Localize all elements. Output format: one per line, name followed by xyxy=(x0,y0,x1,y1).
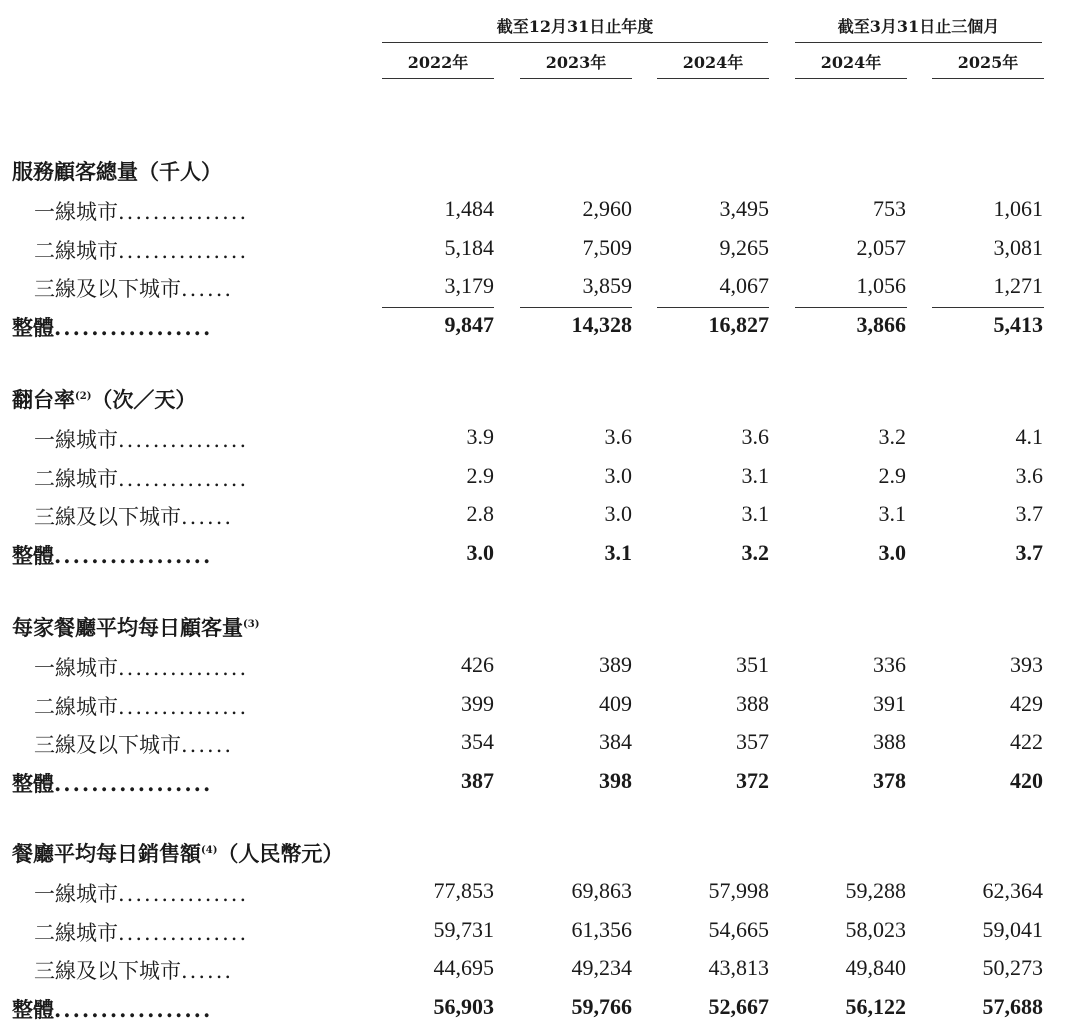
value-cell: 384 xyxy=(599,729,632,754)
value-cell: 3.1 xyxy=(741,462,769,488)
row-label xyxy=(34,273,233,303)
subtotal-rule xyxy=(932,307,1044,308)
total-value-cell: 52,667 xyxy=(708,993,769,1019)
value-cell: 3.7 xyxy=(1015,501,1043,526)
value-cell: 3,081 xyxy=(993,234,1043,260)
value-cell: 354 xyxy=(461,729,494,754)
footnote-marker: (4) xyxy=(201,845,218,856)
value-cell: 3.6 xyxy=(604,424,632,449)
subtotal-rule xyxy=(382,307,494,308)
total-value-cell: 59,766 xyxy=(571,993,632,1019)
leader-dots: ................. xyxy=(54,770,213,796)
section-title xyxy=(12,156,222,186)
row-label xyxy=(34,691,248,721)
value-cell: 57,998 xyxy=(708,878,769,903)
year-header-2024: 2024年 xyxy=(682,53,744,72)
value-cell: 59,288 xyxy=(845,878,906,903)
value-cell: 62,364 xyxy=(982,878,1043,903)
section-unit: （次／天） xyxy=(91,387,197,412)
total-value-cell: 14,328 xyxy=(571,311,632,337)
value-cell: 4.1 xyxy=(1015,424,1043,449)
total-value-cell: 5,413 xyxy=(993,311,1043,337)
subtotal-rule xyxy=(657,307,769,308)
leader-dots: ...... xyxy=(181,277,234,301)
value-cell: 3.9 xyxy=(466,424,494,449)
row-label xyxy=(34,501,233,531)
leader-dots: ............... xyxy=(118,694,249,719)
value-cell: 3,495 xyxy=(719,196,769,221)
row-label-text: 三線及以下城市 xyxy=(34,733,181,757)
row-label xyxy=(34,235,248,265)
total-value-cell: 372 xyxy=(736,767,769,793)
total-row-label xyxy=(12,994,212,1024)
value-cell: 59,041 xyxy=(982,916,1043,942)
value-cell: 422 xyxy=(1010,729,1043,754)
year-rule-2022 xyxy=(382,78,494,79)
row-label-text: 整體 xyxy=(12,542,54,568)
value-cell: 9,265 xyxy=(719,234,769,260)
year-rule-2024-q1 xyxy=(795,78,907,79)
section-title-text: 餐廳平均每日銷售額 xyxy=(12,841,201,866)
row-label xyxy=(34,463,248,493)
row-label-text: 三線及以下城市 xyxy=(34,959,181,983)
total-value-cell: 3.0 xyxy=(466,539,494,565)
row-label-text: 一線城市 xyxy=(34,882,118,906)
row-label xyxy=(34,424,248,454)
value-cell: 1,061 xyxy=(993,196,1043,221)
value-cell: 43,813 xyxy=(708,955,769,980)
section-unit: （千人） xyxy=(138,159,222,184)
value-cell: 351 xyxy=(736,652,769,677)
row-label xyxy=(34,955,233,985)
value-cell: 2,057 xyxy=(856,234,906,260)
leader-dots: ............... xyxy=(118,920,249,945)
section-title-text: 每家餐廳平均每日顧客量 xyxy=(12,615,243,640)
leader-dots: ................. xyxy=(54,314,213,340)
total-value-cell: 3.2 xyxy=(741,539,769,565)
subtotal-rule xyxy=(795,307,907,308)
row-label-text: 二線城市 xyxy=(34,466,118,491)
section-title xyxy=(12,838,343,868)
year-header-2024-q1: 2024年 xyxy=(820,53,882,72)
quarter-period-rule xyxy=(795,42,1042,43)
value-cell: 49,840 xyxy=(845,955,906,980)
total-value-cell: 420 xyxy=(1010,767,1043,793)
value-cell: 1,484 xyxy=(444,196,494,221)
row-label-text: 一線城市 xyxy=(34,428,118,452)
section-title-text: 翻台率 xyxy=(12,387,75,412)
row-label xyxy=(34,878,248,908)
row-label-text: 整體 xyxy=(12,996,54,1022)
row-label xyxy=(34,729,233,759)
annual-period-rule xyxy=(382,42,768,43)
total-value-cell: 57,688 xyxy=(982,993,1043,1019)
section-title xyxy=(12,384,196,414)
value-cell: 426 xyxy=(461,652,494,677)
row-label xyxy=(34,917,248,947)
value-cell: 753 xyxy=(873,196,906,221)
value-cell: 61,356 xyxy=(571,916,632,942)
year-rule-2025-q1 xyxy=(932,78,1044,79)
total-value-cell: 3,866 xyxy=(856,311,906,337)
value-cell: 388 xyxy=(736,690,769,716)
value-cell: 3.0 xyxy=(604,462,632,488)
value-cell: 50,273 xyxy=(982,955,1043,980)
value-cell: 3.0 xyxy=(604,501,632,526)
value-cell: 409 xyxy=(599,690,632,716)
total-value-cell: 9,847 xyxy=(444,311,494,337)
total-row-label xyxy=(12,768,212,798)
value-cell: 3.1 xyxy=(741,501,769,526)
row-label-text: 三線及以下城市 xyxy=(34,505,181,529)
value-cell: 5,184 xyxy=(444,234,494,260)
value-cell: 2,960 xyxy=(582,196,632,221)
section-title-text: 服務顧客總量 xyxy=(12,159,138,184)
footnote-marker: (2) xyxy=(75,391,92,402)
value-cell: 389 xyxy=(599,652,632,677)
value-cell: 54,665 xyxy=(708,916,769,942)
annual-period-header: 截至12月31日止年度 xyxy=(496,17,654,36)
leader-dots: ............... xyxy=(118,428,249,452)
row-label-text: 一線城市 xyxy=(34,656,118,680)
value-cell: 7,509 xyxy=(582,234,632,260)
value-cell: 1,056 xyxy=(856,273,906,298)
section-title xyxy=(12,612,259,642)
leader-dots: ................. xyxy=(54,996,213,1022)
value-cell: 336 xyxy=(873,652,906,677)
value-cell: 59,731 xyxy=(433,916,494,942)
value-cell: 49,234 xyxy=(571,955,632,980)
row-label-text: 一線城市 xyxy=(34,200,118,224)
total-value-cell: 387 xyxy=(461,767,494,793)
total-row-label xyxy=(12,540,212,570)
value-cell: 1,271 xyxy=(993,273,1043,298)
leader-dots: ............... xyxy=(118,200,249,224)
value-cell: 3.1 xyxy=(878,501,906,526)
value-cell: 4,067 xyxy=(719,273,769,298)
year-rule-2023 xyxy=(520,78,632,79)
row-label xyxy=(34,196,248,226)
value-cell: 77,853 xyxy=(433,878,494,903)
row-label-text: 二線城市 xyxy=(34,238,118,263)
value-cell: 2.9 xyxy=(466,462,494,488)
leader-dots: ............... xyxy=(118,238,249,263)
subtotal-rule xyxy=(520,307,632,308)
total-value-cell: 3.7 xyxy=(1015,539,1043,565)
value-cell: 3.6 xyxy=(1015,462,1043,488)
value-cell: 399 xyxy=(461,690,494,716)
quarter-period-header: 截至3月31日止三個月 xyxy=(837,17,1000,36)
total-value-cell: 56,122 xyxy=(845,993,906,1019)
row-label-text: 整體 xyxy=(12,314,54,340)
row-label-text: 二線城市 xyxy=(34,694,118,719)
total-value-cell: 56,903 xyxy=(433,993,494,1019)
leader-dots: ...... xyxy=(181,959,234,983)
row-label-text: 三線及以下城市 xyxy=(34,277,181,301)
value-cell: 44,695 xyxy=(433,955,494,980)
value-cell: 3.2 xyxy=(878,424,906,449)
total-value-cell: 378 xyxy=(873,767,906,793)
total-value-cell: 398 xyxy=(599,767,632,793)
value-cell: 2.9 xyxy=(878,462,906,488)
year-rule-2024 xyxy=(657,78,769,79)
value-cell: 391 xyxy=(873,690,906,716)
value-cell: 3.6 xyxy=(741,424,769,449)
value-cell: 3,179 xyxy=(444,273,494,298)
total-value-cell: 3.1 xyxy=(604,539,632,565)
total-value-cell: 16,827 xyxy=(708,311,769,337)
value-cell: 388 xyxy=(873,729,906,754)
value-cell: 2.8 xyxy=(466,501,494,526)
year-header-2022: 2022年 xyxy=(407,53,469,72)
total-value-cell: 3.0 xyxy=(878,539,906,565)
row-label-text: 二線城市 xyxy=(34,920,118,945)
leader-dots: ................. xyxy=(54,542,213,568)
value-cell: 3,859 xyxy=(582,273,632,298)
leader-dots: ............... xyxy=(118,656,249,680)
section-unit: （人民幣元） xyxy=(217,841,344,866)
leader-dots: ...... xyxy=(181,733,234,757)
year-header-2023: 2023年 xyxy=(545,53,607,72)
value-cell: 393 xyxy=(1010,652,1043,677)
row-label xyxy=(34,652,248,682)
leader-dots: ...... xyxy=(181,505,234,529)
leader-dots: ............... xyxy=(118,466,249,491)
value-cell: 357 xyxy=(736,729,769,754)
value-cell: 58,023 xyxy=(845,916,906,942)
value-cell: 429 xyxy=(1010,690,1043,716)
value-cell: 69,863 xyxy=(571,878,632,903)
row-label-text: 整體 xyxy=(12,770,54,796)
footnote-marker: (3) xyxy=(243,619,260,630)
leader-dots: ............... xyxy=(118,882,249,906)
total-row-label xyxy=(12,312,212,342)
year-header-2025-q1: 2025年 xyxy=(957,53,1019,72)
